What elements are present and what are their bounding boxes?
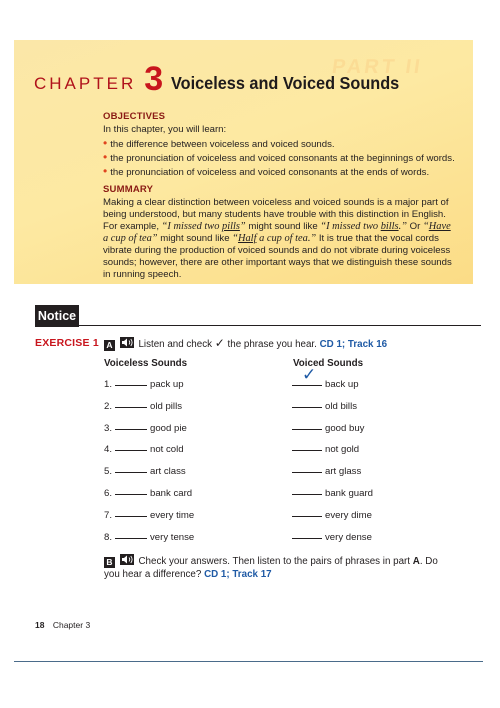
answer-blank[interactable] bbox=[115, 538, 147, 539]
objectives-heading: OBJECTIVES bbox=[103, 111, 166, 122]
part-watermark: PART II bbox=[330, 56, 425, 78]
voiced-phrase: good buy bbox=[325, 423, 365, 434]
voiced-row bbox=[292, 488, 373, 500]
chapter-heading bbox=[34, 62, 417, 96]
answer-blank[interactable] bbox=[115, 429, 147, 430]
voiceless-phrase: not cold bbox=[150, 444, 184, 455]
column-header-voiced: Voiced Sounds bbox=[293, 358, 364, 369]
voiceless-row bbox=[104, 510, 194, 522]
item-number: 8. bbox=[104, 532, 113, 543]
voiceless-row bbox=[104, 379, 184, 391]
voiceless-row bbox=[104, 466, 186, 478]
bullet-icon: • bbox=[103, 150, 108, 164]
notice-section-tab: Notice bbox=[35, 305, 79, 327]
voiced-phrase: bank guard bbox=[325, 488, 374, 499]
answer-blank[interactable] bbox=[292, 450, 322, 451]
voiced-phrase: not gold bbox=[325, 444, 360, 455]
item-number: 5. bbox=[104, 466, 113, 477]
item-number: 6. bbox=[104, 488, 113, 499]
part-a-badge: A bbox=[104, 340, 115, 351]
voiceless-phrase: very tense bbox=[150, 532, 195, 543]
voiceless-phrase: old pills bbox=[150, 401, 182, 412]
list-item: • the pronunciation of voiceless and voiced consonants at the ends of words. bbox=[103, 164, 430, 178]
chapter-number: 3 bbox=[144, 60, 164, 98]
voiceless-phrase: every time bbox=[150, 510, 195, 521]
voiced-phrase: very dense bbox=[325, 532, 372, 543]
answer-blank[interactable] bbox=[292, 538, 322, 539]
chapter-title: Voiceless and Voiced Sounds bbox=[171, 73, 400, 93]
objectives-list bbox=[103, 137, 455, 179]
voiced-phrase: back up bbox=[325, 379, 359, 390]
check-mark-icon: ✓ bbox=[302, 365, 317, 384]
list-item: • the pronunciation of voiceless and voiced consonants at the beginnings of words. bbox=[103, 150, 455, 164]
answer-blank[interactable] bbox=[292, 494, 322, 495]
voiced-row bbox=[292, 510, 372, 522]
voiceless-row bbox=[104, 401, 182, 413]
item-number: 4. bbox=[104, 444, 113, 455]
answer-blank[interactable] bbox=[115, 516, 147, 517]
answer-blank[interactable] bbox=[115, 385, 147, 386]
part-b-instruction: B Check your answers. Then listen to the pairs of phrases in part A. Do you hear a difference? CD 1; Track 17 bbox=[104, 556, 438, 580]
answer-blank[interactable] bbox=[292, 407, 322, 408]
item-number: 7. bbox=[104, 510, 113, 521]
voiceless-row bbox=[104, 532, 194, 544]
column-header-voiceless: Voiceless Sounds bbox=[104, 358, 188, 369]
item-number: 1. bbox=[104, 379, 113, 390]
notice-divider bbox=[79, 325, 481, 326]
list-item: • the difference between voiceless and voiced sounds. bbox=[103, 136, 335, 150]
check-mark-icon: ✓ bbox=[214, 336, 225, 350]
answer-blank[interactable] bbox=[292, 365, 322, 386]
item-number: 2. bbox=[104, 401, 113, 412]
voiced-row bbox=[292, 423, 364, 435]
audio-speaker-icon bbox=[120, 554, 134, 565]
summary-heading: SUMMARY bbox=[103, 184, 154, 195]
voiceless-phrase: good pie bbox=[150, 423, 187, 434]
footer-divider bbox=[14, 661, 483, 662]
bullet-icon: • bbox=[103, 136, 108, 150]
audio-speaker-icon bbox=[120, 337, 134, 348]
voiced-row bbox=[292, 401, 357, 413]
answer-blank[interactable] bbox=[115, 450, 147, 451]
voiced-phrase: every dime bbox=[325, 510, 372, 521]
voiceless-row bbox=[104, 423, 187, 435]
exercise-label: EXERCISE 1 bbox=[35, 337, 99, 349]
voiced-phrase: art glass bbox=[325, 466, 362, 477]
voiceless-phrase: bank card bbox=[150, 488, 193, 499]
answer-blank[interactable] bbox=[115, 472, 147, 473]
voiceless-row bbox=[104, 488, 192, 500]
voiceless-phrase: pack up bbox=[150, 379, 184, 390]
audio-track-ref: CD 1; Track 17 bbox=[204, 568, 272, 580]
voiced-row bbox=[292, 444, 359, 456]
voiced-phrase: old bills bbox=[325, 401, 357, 412]
answer-blank[interactable] bbox=[292, 516, 322, 517]
voiceless-row bbox=[104, 444, 184, 456]
item-number: 3. bbox=[104, 423, 113, 434]
chapter-label: CHAPTER bbox=[34, 74, 137, 93]
summary-paragraph: Making a clear distinction between voiceless and voiced sounds is a major part of being understood, but many students have trouble with this distinction in English. For example, “I missed two pills” might sound like “I missed two bills.” Or “Have a cup of tea” might sound like “Half a cup of tea.” It is true that the vocal cords vibrate during the production of voiced sounds and do not vibrate during voiceless sounds; however, there are other important ways that we distinguish these sounds in running speech. bbox=[103, 197, 452, 280]
voiced-row bbox=[292, 532, 372, 544]
audio-track-ref: CD 1; Track 16 bbox=[319, 339, 388, 350]
part-a-instruction: A Listen and check ✓ the phrase you hear. CD 1; Track 16 bbox=[104, 337, 387, 351]
objectives-intro: In this chapter, you will learn: bbox=[103, 124, 227, 135]
answer-blank[interactable] bbox=[115, 407, 147, 408]
page-number: 18 bbox=[35, 620, 45, 630]
voiced-row bbox=[292, 466, 361, 478]
voiceless-phrase: art class bbox=[150, 466, 186, 477]
page-footer bbox=[35, 620, 90, 630]
answer-blank[interactable] bbox=[115, 494, 147, 495]
footer-chapter: Chapter 3 bbox=[52, 620, 91, 630]
voiced-row bbox=[292, 365, 359, 391]
answer-blank[interactable] bbox=[292, 472, 322, 473]
part-b-badge: B bbox=[104, 557, 115, 568]
bullet-icon: • bbox=[103, 164, 108, 178]
answer-blank[interactable] bbox=[292, 429, 322, 430]
